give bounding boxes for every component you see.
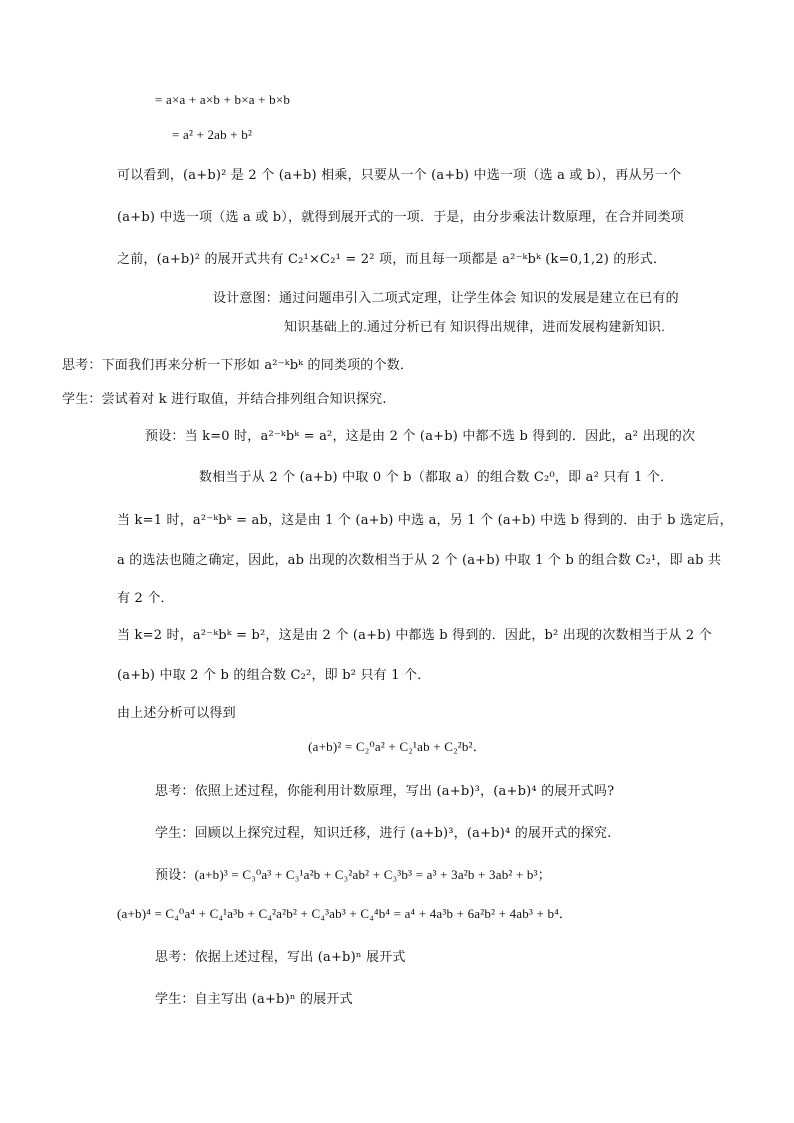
student-line: 学生：自主写出 (a+b)ⁿ 的展开式 [155, 992, 353, 1007]
paragraph-line: (a+b) 中取 2 个 b 的组合数 C₂²，即 b² 只有 1 个． [117, 668, 431, 683]
preset-line: 数相当于从 2 个 (a+b) 中取 0 个 b（都取 a）的组合数 C₂⁰，即 a² 只有 1 个． [199, 470, 674, 485]
paragraph-line: 当 k=2 时，a²⁻ᵏbᵏ = b²，这是由 2 个 (a+b) 中都选 b 得到的．因此，b² 出现的次数相当于从 2 个 [117, 628, 712, 643]
expansion-step-2: = a² + 2ab + b² [172, 127, 253, 142]
design-intent-line: 知识基础上的.通过分析已有 知识得出规律，进而发展构建新知识. [284, 319, 666, 334]
paragraph-line: 当 k=1 时，a²⁻ᵏbᵏ = ab，这是由 1 个 (a+b) 中选 a，另 1 个 (a+b) 中选 b 得到的．由于 b 选定后， [117, 513, 733, 528]
question-line: 思考：依照上述过程，你能利用计数原理，写出 (a+b)³，(a+b)⁴ 的展开式吗? [155, 784, 615, 799]
question-line: 思考：下面我们再来分析一下形如 a²⁻ᵏbᵏ 的同类项的个数． [62, 358, 414, 373]
paragraph-line: 可以看到，(a+b)² 是 2 个 (a+b) 相乘，只要从一个 (a+b) 中选一项（选 a 或 b），再从另一个 [117, 168, 682, 183]
binomial-formula-n3: 预设：(a+b)³ = C₃⁰a³ + C₃¹a²b + C₃²ab² + C₃³b³ = a³ + 3a²b + 3ab² + b³； [155, 867, 551, 882]
student-line: 学生：回顾以上探究过程，知识迁移，进行 (a+b)³，(a+b)⁴ 的展开式的探究. [155, 826, 612, 841]
paragraph-line: 由上述分析可以得到 [117, 706, 236, 721]
student-line: 学生：尝试着对 k 进行取值，并结合排列组合知识探究. [62, 392, 387, 407]
preset-line: 预设：当 k=0 时，a²⁻ᵏbᵏ = a²，这是由 2 个 (a+b) 中都不选 b 得到的．因此，a² 出现的次 [145, 429, 696, 444]
design-intent-line: 设计意图：通过问题串引入二项式定理，让学生体会 知识的发展是建立在已有的 [213, 290, 679, 305]
binomial-formula-n4: (a+b)⁴ = C₄⁰a⁴ + C₄¹a³b + C₄²a²b² + C₄³ab³ + C₄⁴b⁴ = a⁴ + 4a³b + 6a²b² + 4ab³ + b⁴． [117, 906, 573, 921]
expansion-step-1: = a×a + a×b + b×a + b×b [155, 92, 291, 107]
binomial-formula-n2: (a+b)² = C₂⁰a² + C₂¹ab + C₂²b²． [308, 739, 486, 754]
paragraph-line: a 的选法也随之确定，因此，ab 出现的次数相当于从 2 个 (a+b) 中取 1 个 b 的组合数 C₂¹，即 ab 共 [117, 553, 722, 568]
paragraph-line: 有 2 个． [117, 591, 174, 606]
paragraph-line: 之前，(a+b)² 的展开式共有 C₂¹×C₂¹ = 2² 项，而且每一项都是 a²⁻ᵏbᵏ (k=0,1,2) 的形式． [117, 252, 667, 267]
paragraph-line: (a+b) 中选一项（选 a 或 b），就得到展开式的一项．于是，由分步乘法计数原理，在合并同类项 [117, 210, 685, 225]
question-line: 思考：依据上述过程，写出 (a+b)ⁿ 展开式 [155, 950, 406, 965]
